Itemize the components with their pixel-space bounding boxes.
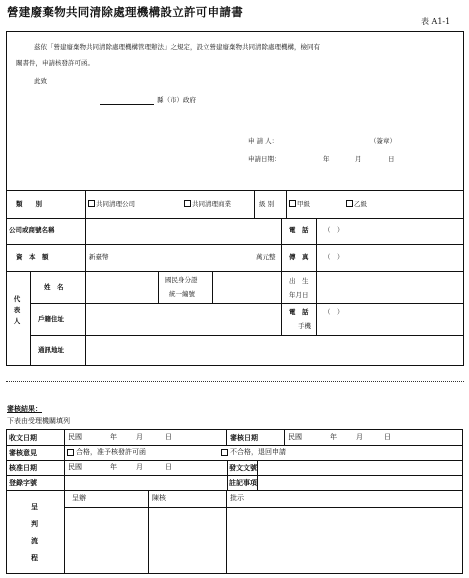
intro-line-1: 茲依「營建廢棄物共同清除處理機構管理辦法」之規定，設立營建廢棄物共同清除處理機構，檢同有 [34, 43, 320, 51]
process-label: 呈判流程 [31, 502, 38, 562]
app-day-label: 日 [388, 155, 395, 163]
name-label: 姓 名 [44, 283, 64, 291]
company-name-field[interactable] [86, 219, 281, 244]
review-subheading: 下表由受理機關填列 [7, 417, 70, 425]
review-heading: 審核結果： [7, 404, 42, 413]
seal-label: （簽章） [370, 137, 396, 145]
registered-address-label: 戶籍住址 [38, 315, 64, 323]
registration-number-label: 登錄字號 [9, 478, 37, 487]
capital-suffix: 萬元整 [256, 253, 276, 261]
opt-grade-b: 乙級 [354, 200, 367, 208]
receipt-month: 月 [136, 433, 143, 441]
receipt-day: 日 [165, 433, 172, 441]
birth-label-1: 出 生 [289, 277, 309, 285]
issue-number-label: 發文文號 [229, 463, 257, 472]
company-name-label: 公司或商號名稱 [9, 226, 55, 234]
fax-parens[interactable]: （ ） [324, 253, 344, 261]
fax-label: 傳 真 [289, 253, 309, 261]
form-code: 表 A1-1 [421, 17, 451, 26]
process-col-submit: 呈辦 [72, 494, 86, 502]
county-blank-line[interactable] [100, 104, 154, 105]
checkbox-common-merchant[interactable] [184, 200, 191, 207]
review-result-label: 審核意見 [9, 448, 37, 457]
receipt-date-label: 收文日期 [9, 433, 37, 442]
review-date-label: 審核日期 [230, 433, 258, 442]
process-col-approve: 批示 [230, 494, 244, 502]
review-month: 月 [356, 433, 363, 441]
approval-day: 日 [165, 463, 172, 471]
app-month-label: 月 [355, 155, 362, 163]
mobile-label: 手機 [298, 322, 311, 330]
receipt-year: 年 [110, 433, 117, 441]
mailing-address-label: 通訊地址 [38, 346, 64, 354]
form-title: 營建廢棄物共同清除處理機構設立許可申請書 [7, 5, 243, 19]
process-col-review: 陳核 [152, 494, 166, 502]
checkbox-grade-a[interactable] [289, 200, 296, 207]
separator-dotted-line [6, 381, 464, 382]
intro-line-2: 關書件，申請核發許可函。 [16, 59, 94, 67]
checkbox-common-company[interactable] [88, 200, 95, 207]
phone-label: 電 話 [289, 226, 309, 234]
grade-label: 級 別 [259, 200, 275, 208]
salutation: 此致 [34, 77, 47, 85]
approval-date-label: 核准日期 [9, 463, 37, 472]
addressee-suffix: 縣（市）政府 [157, 96, 196, 104]
app-year-label: 年 [323, 155, 330, 163]
opt-fail: 不合格，退回申請 [230, 448, 286, 456]
approval-year: 年 [110, 463, 117, 471]
checkbox-fail[interactable] [221, 449, 228, 456]
capital-label: 資 本 額 [16, 253, 49, 261]
phone-parens[interactable]: （ ） [324, 226, 344, 234]
approval-roc: 民國 [68, 463, 82, 471]
id-label-2: 統一編號 [169, 290, 195, 298]
birth-label-2: 年月日 [289, 291, 309, 299]
capital-prefix: 新臺幣 [89, 253, 109, 261]
opt-pass: 合格，准予核發許可函 [76, 448, 146, 456]
receipt-roc: 民國 [68, 433, 82, 441]
review-year: 年 [330, 433, 337, 441]
review-roc: 民國 [288, 433, 302, 441]
opt-grade-a: 甲級 [297, 200, 310, 208]
category-label: 類 別 [16, 200, 42, 208]
opt-common-company: 共同清理公司 [96, 200, 135, 208]
review-day: 日 [384, 433, 391, 441]
opt-common-merchant: 共同清理商業 [192, 200, 231, 208]
notes-label: 註記事項 [229, 478, 257, 487]
application-date-label: 申請日期： [248, 155, 281, 163]
phone2-label: 電 話 [289, 308, 309, 316]
phone2-parens[interactable]: （ ） [324, 308, 344, 316]
applicant-label: 申 請 人： [248, 137, 279, 145]
approval-month: 月 [136, 463, 143, 471]
checkbox-grade-b[interactable] [346, 200, 353, 207]
application-form-box [6, 31, 464, 366]
representative-label: 代表人 [13, 295, 21, 325]
checkbox-pass[interactable] [67, 449, 74, 456]
id-label-1: 國民身分證 [165, 276, 198, 284]
